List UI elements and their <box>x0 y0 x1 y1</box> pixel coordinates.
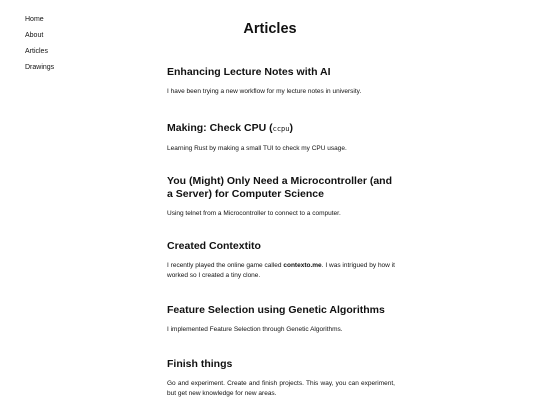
article-item <box>167 240 395 281</box>
article-title-link[interactable]: Created Contextito <box>167 240 261 252</box>
nav-link-drawings[interactable]: Drawings <box>25 64 55 71</box>
article-title-suffix: ) <box>289 122 293 134</box>
article-title-prefix: Making: Check CPU ( <box>167 122 273 134</box>
article-title-link[interactable]: Feature Selection using Genetic Algorithms <box>167 304 385 316</box>
page-title: Articles <box>243 21 297 37</box>
article-title-link[interactable]: Finish things <box>167 358 233 370</box>
article-summary-text: I recently played the online game called <box>167 262 284 269</box>
article-title-code: ccpu <box>272 125 290 133</box>
article-summary-site: contexto.me <box>283 262 322 269</box>
nav-link-home[interactable]: Home <box>25 16 44 23</box>
article-title-link[interactable]: You (Might) Only Need a Microcontroller (and a Server) for Computer Science <box>167 175 392 200</box>
article-summary: Using telnet from a Microcontroller to connect to a computer. <box>167 210 341 217</box>
nav-link-about[interactable]: About <box>25 32 44 39</box>
article-item <box>167 358 395 399</box>
article-item <box>167 66 395 97</box>
nav-link-articles[interactable]: Articles <box>25 48 48 55</box>
article-title-link[interactable] <box>167 122 395 136</box>
article-item <box>167 175 395 219</box>
article-summary: I have been trying a new workflow for my lecture notes in university. <box>167 88 362 95</box>
article-item <box>167 122 395 154</box>
article-summary <box>167 261 395 281</box>
article-summary: Learning Rust by making a small TUI to check my CPU usage. <box>167 145 347 152</box>
article-summary: Go and experiment. Create and finish projects. This way, you can experiment, but get new knowledge for new areas. <box>167 380 395 397</box>
article-summary-text: . I was intrigued by how it worked so I created a tiny clone. <box>167 262 395 279</box>
article-title-link[interactable]: Enhancing Lecture Notes with AI <box>167 66 331 78</box>
article-item <box>167 304 395 335</box>
article-summary: I implemented Feature Selection through Genetic Algorithms. <box>167 326 343 333</box>
